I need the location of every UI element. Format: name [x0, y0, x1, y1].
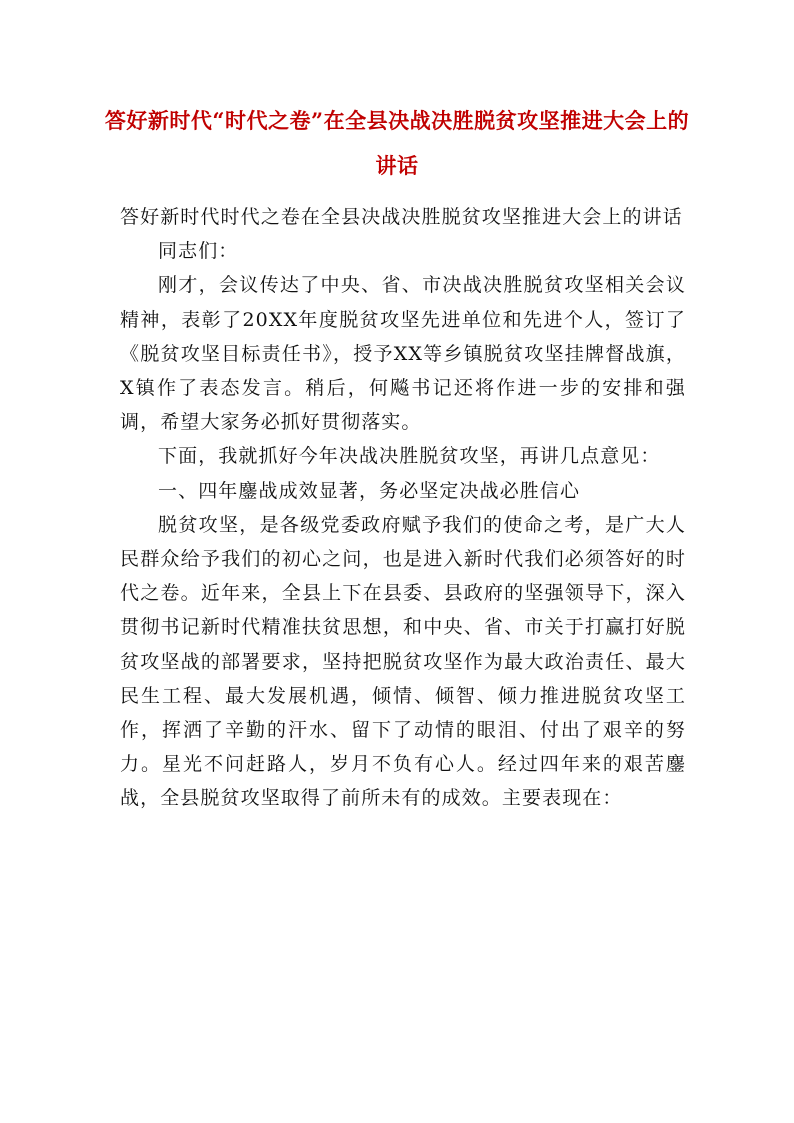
body-paragraph-subtitle: 答好新时代时代之卷在全县决战决胜脱贫攻坚推进大会上的讲话 [120, 206, 683, 228]
body-paragraph: 脱贫攻坚，是各级党委政府赋予我们的使命之考，是广大人民群众给予我们的初心之问，也是进入新时代我们必须答好的时代之卷。近年来，全县上下在县委、县政府的坚强领导下，深入贯彻书记新时代精准扶贫思想，和中央、省、市关于打赢打好脱贫攻坚战的部署要求，坚持把脱贫攻坚作为最大政治责任、最大民生工程、最大发展机遇，倾情、倾智、倾力推进脱贫攻坚工作，挥洒了辛勤的汗水、留下了动情的眼泪、付出了艰辛的努力。星光不问赶路人，岁月不负有心人。经过四年来的艰苦鏖战，全县脱贫攻坚取得了前所未有的成效。主要表现在： [120, 513, 686, 810]
document-body [120, 200, 686, 816]
document-title: 答好新时代“时代之卷”在全县决战决胜脱贫攻坚推进大会上的讲话 [104, 108, 690, 178]
body-paragraph: 刚才，会议传达了中央、省、市决战决胜脱贫攻坚相关会议精神，表彰了20XX年度脱贫攻坚先进单位和先进个人，签订了《脱贫攻坚目标责任书》，授予XX等乡镇脱贫攻坚挂牌督战旗，X镇作了表态发言。稍后，何飚书记还将作进一步的安排和强调，希望大家务必抓好贯彻落实。 [120, 274, 686, 434]
body-paragraph-salutation: 同志们： [158, 240, 239, 263]
body-paragraph: 下面，我就抓好今年决战决胜脱贫攻坚，再讲几点意见： [158, 445, 661, 468]
section-heading: 一、四年鏖战成效显著，务必坚定决战必胜信心 [158, 479, 581, 502]
